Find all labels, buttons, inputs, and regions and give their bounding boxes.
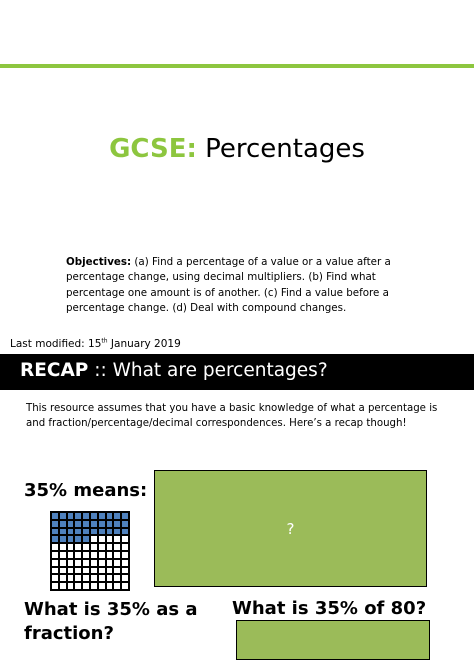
reveal-answer-box-2[interactable] — [236, 620, 430, 660]
grid-cell — [67, 567, 75, 575]
title-main: Percentages — [196, 134, 365, 164]
grid-cell-shaded — [98, 520, 106, 528]
grid-cell-shaded — [59, 512, 67, 520]
grid-cell — [74, 559, 82, 567]
grid-cell — [106, 543, 114, 551]
grid-cell — [121, 567, 129, 575]
grid-cell — [98, 567, 106, 575]
grid-cell — [106, 551, 114, 559]
grid-cell — [121, 582, 129, 590]
grid-cell — [121, 559, 129, 567]
grid-cell — [98, 574, 106, 582]
grid-cell — [82, 543, 90, 551]
grid-cell-shaded — [113, 528, 121, 536]
grid-cell — [74, 582, 82, 590]
hundred-square-grid — [50, 511, 130, 591]
grid-cell — [90, 535, 98, 543]
last-modified-sup: th — [101, 337, 108, 345]
page-title — [0, 134, 474, 164]
grid-cell-shaded — [113, 512, 121, 520]
grid-cell-shaded — [113, 520, 121, 528]
recap-heading — [20, 360, 328, 381]
grid-cell-shaded — [121, 512, 129, 520]
intro-text: This resource assumes that you have a basic knowledge of what a percentage is and fraction/percentage/decimal correspondences. Here’s a recap though! — [26, 403, 438, 429]
grid-cell-shaded — [51, 512, 59, 520]
grid-cell — [59, 582, 67, 590]
objectives-label: Objectives: — [66, 256, 132, 268]
grid-cell — [113, 567, 121, 575]
grid-cell-shaded — [82, 520, 90, 528]
grid-cell-shaded — [106, 512, 114, 520]
grid-cell-shaded — [51, 520, 59, 528]
grid-cell-shaded — [82, 512, 90, 520]
grid-cell — [74, 551, 82, 559]
grid-cell — [113, 574, 121, 582]
grid-cell — [74, 574, 82, 582]
grid-cell-shaded — [67, 528, 75, 536]
grid-cell — [90, 559, 98, 567]
recap-heading-rest: :: What are percentages? — [88, 360, 328, 381]
grid-cell — [82, 567, 90, 575]
question-fraction: What is 35% as a fraction? — [24, 599, 198, 644]
grid-cell — [67, 559, 75, 567]
grid-cell-shaded — [59, 535, 67, 543]
grid-cell — [113, 559, 121, 567]
grid-cell — [67, 582, 75, 590]
grid-cell — [51, 551, 59, 559]
grid-cell-shaded — [51, 528, 59, 536]
grid-cell — [121, 543, 129, 551]
grid-cell-shaded — [82, 535, 90, 543]
grid-cell — [98, 582, 106, 590]
grid-cell — [74, 567, 82, 575]
grid-cell — [106, 559, 114, 567]
grid-cell — [74, 543, 82, 551]
grid-cell-shaded — [90, 528, 98, 536]
grid-cell — [90, 551, 98, 559]
grid-cell-shaded — [90, 520, 98, 528]
grid-cell — [82, 582, 90, 590]
grid-cell-shaded — [74, 520, 82, 528]
grid-cell — [106, 567, 114, 575]
grid-cell-shaded — [90, 512, 98, 520]
grid-cell-shaded — [98, 528, 106, 536]
grid-cell — [51, 543, 59, 551]
grid-cell-shaded — [121, 528, 129, 536]
recap-header-bar — [0, 354, 474, 390]
last-modified-suffix: January 2019 — [107, 338, 181, 350]
grid-cell-shaded — [67, 535, 75, 543]
grid-cell-shaded — [51, 535, 59, 543]
objectives-body: (a) Find a percentage of a value or a value after a percentage change, using decimal multipliers. (b) Find what percentage one amount is of another. (c) Find a value before a percentage change. (d) Deal with compound changes. — [66, 256, 391, 314]
grid-cell — [98, 543, 106, 551]
grid-cell — [106, 574, 114, 582]
grid-cell-shaded — [74, 535, 82, 543]
grid-cell — [59, 567, 67, 575]
grid-cell — [113, 551, 121, 559]
grid-cell — [67, 543, 75, 551]
grid-cell-shaded — [106, 520, 114, 528]
grid-cell — [113, 582, 121, 590]
grid-cell — [51, 559, 59, 567]
grid-cell-shaded — [59, 528, 67, 536]
last-modified-prefix: Last modified: 15 — [10, 338, 102, 350]
grid-cell — [90, 567, 98, 575]
recap-slide — [0, 352, 474, 644]
grid-cell — [51, 567, 59, 575]
grid-cell — [51, 582, 59, 590]
grid-cell-shaded — [67, 512, 75, 520]
grid-cell — [98, 551, 106, 559]
grid-cell — [106, 535, 114, 543]
grid-cell — [59, 559, 67, 567]
grid-cell — [82, 574, 90, 582]
grid-cell — [98, 535, 106, 543]
last-modified — [10, 338, 181, 350]
grid-cell — [113, 543, 121, 551]
grid-cell — [106, 582, 114, 590]
grid-cell — [121, 551, 129, 559]
grid-cell — [90, 582, 98, 590]
grid-cell — [121, 535, 129, 543]
grid-cell — [90, 574, 98, 582]
grid-cell — [82, 551, 90, 559]
grid-cell — [113, 535, 121, 543]
grid-cell-shaded — [82, 528, 90, 536]
grid-cell-shaded — [74, 512, 82, 520]
grid-cell — [59, 543, 67, 551]
grid-cell — [98, 559, 106, 567]
grid-cell — [67, 551, 75, 559]
grid-cell-shaded — [67, 520, 75, 528]
grid-cell-shaded — [121, 520, 129, 528]
grid-cell — [82, 559, 90, 567]
title-accent: GCSE: — [109, 134, 197, 164]
header-rule — [0, 64, 474, 68]
grid-cell-shaded — [106, 528, 114, 536]
answer-placeholder: ? — [286, 519, 295, 538]
reveal-answer-box[interactable] — [154, 470, 427, 587]
grid-cell-shaded — [74, 528, 82, 536]
grid-cell — [67, 574, 75, 582]
grid-cell — [59, 551, 67, 559]
grid-cell — [90, 543, 98, 551]
grid-cell — [51, 574, 59, 582]
means-label: 35% means: — [24, 480, 148, 501]
grid-cell-shaded — [59, 520, 67, 528]
grid-cell-shaded — [98, 512, 106, 520]
grid-cell — [59, 574, 67, 582]
recap-heading-bold: RECAP — [20, 360, 89, 381]
objectives-text — [66, 255, 430, 316]
grid-cell — [121, 574, 129, 582]
question-of-80: What is 35% of 80? — [232, 598, 427, 619]
